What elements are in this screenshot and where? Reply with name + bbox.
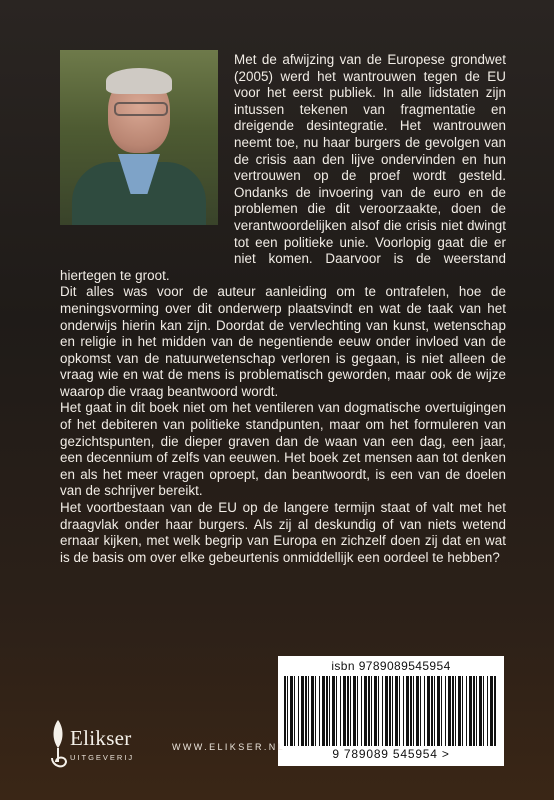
blurb-paragraph-2: Dit alles was voor de auteur aanleiding om te ontrafelen, hoe de meningsvorming over dit onderwerp plaatsvindt en wat de taak van het onderwijs hierin kan zijn. Doordat de vervlechting van kunst, wetenschap en religie in het midden van de negentiende eeuw onder invloed van de opkomst van de natuurwetenschap verloren is gegaan, is niet alleen de vraag wie en wat de mens is problematisch geworden, maar ook de wijze waarop die vraag beantwoord wordt.	[60, 284, 506, 399]
quill-icon	[48, 718, 70, 774]
publisher-website: WWW.ELIKSER.NL	[172, 742, 286, 752]
blurb-paragraph-3: Het gaat in dit boek niet om het ventileren van dogmatische overtuigingen of het debiteren van politieke standpunten, maar om het formuleren van gezichtspunten, die dieper graven dan de waan van een dag, een jaar, een decennium of zelfs van eeuwen. Het boek zet mensen aan tot denken en als het meer vragen oproept, dan beantwoordt, is een van de doelen van de schrijver bereikt.	[60, 400, 506, 499]
barcode-digits: 9 789089 545954 >	[332, 747, 450, 761]
publisher-logo	[48, 718, 158, 774]
isbn-label: isbn 9789089545954	[331, 659, 451, 673]
blurb-paragraph-1: Met de afwijzing van de Europese grondwet (2005) werd het wantrouwen tegen de EU voor het eerst publiek. In alle lidstaten zijn intussen tekenen van fragmentatie en dreigende desintegratie. Het wantrouwen neemt toe, nu haar burgers de gevolgen van de crisis aan den lijve ondervinden en hun vertrouwen op de proef wordt gesteld. Ondanks de invoering van de euro en de problemen die dit veroorzaakte, doen de verantwoordelijken alsof die crisis niet dwingt tot een politieke unie. Voorlopig gaat die er niet komen. Daarvoor is de weerstand hiertegen te groot.	[60, 52, 506, 283]
publisher-name: Elikser	[70, 726, 132, 750]
isbn-barcode	[278, 656, 504, 766]
blurb-text	[60, 52, 506, 566]
publisher-subtitle: UITGEVERIJ	[70, 753, 135, 762]
blurb-paragraph-4: Het voortbestaan van de EU op de langere termijn staat of valt met het draagvlak onder haar burgers. Als zij al deskundig of van niets wetend ernaar kijken, met welk begrip van Europa en zichzelf doen zij dat en wat is de basis om over elke gebeurtenis onmiddellijk een oordeel te hebben?	[60, 500, 506, 565]
barcode-bars	[284, 676, 496, 746]
